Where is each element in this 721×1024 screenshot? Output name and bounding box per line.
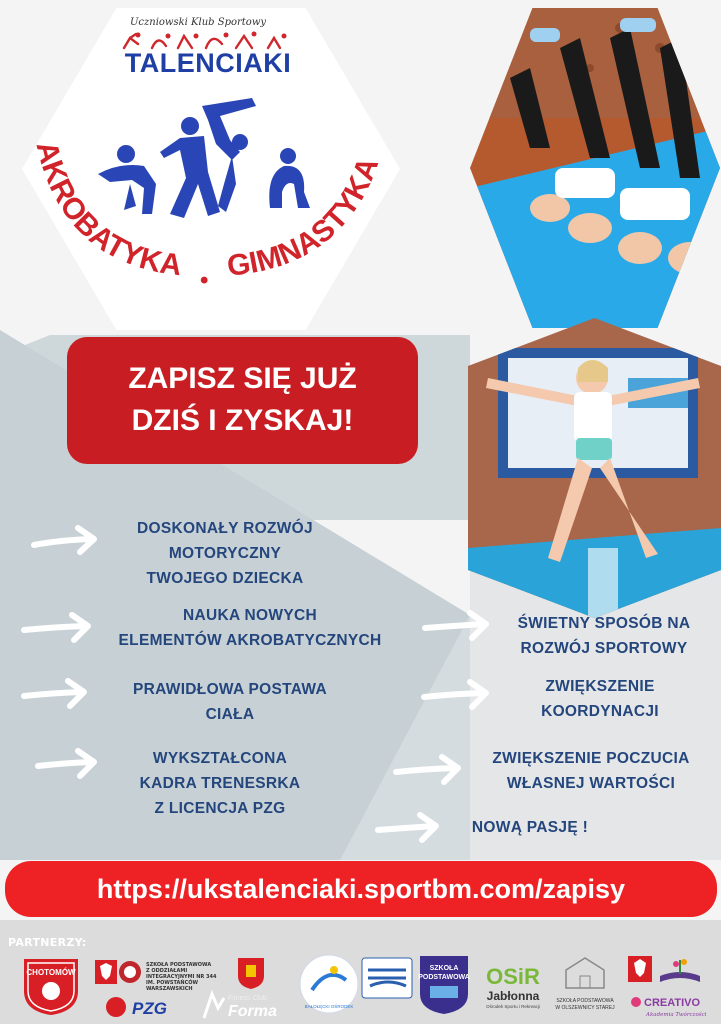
balo-text: BAŁOŁĘCKI OŚRODEK [304,1004,354,1009]
olszewnica-line-2: W OLSZEWNICY STAREJ [555,1005,615,1011]
olszewnica-school-logo [552,950,618,1018]
creativo-sub-text: Akademia Twórczości [646,1012,707,1018]
arrow-icon [24,615,88,640]
benefit-left-4 [110,746,330,821]
city-coat-of-arms-icon [236,956,266,990]
osir-jablonna-logo [480,958,546,1018]
benefit-line: TWOJEGO DZIECKA [146,570,304,587]
pzg-logo [104,994,186,1020]
arc-left-text: AKROBATYKA [29,137,184,283]
benefit-line: ROZWÓJ SPORTOWY [520,640,688,657]
benefit-left-1 [110,516,340,591]
arrow-icon [425,613,486,638]
arrow-icon [34,528,94,552]
jablonna-school-badge [418,954,470,1016]
arrow-icon [424,682,486,707]
benefit-line: WYKSZTAŁCONA [152,750,288,767]
benefit-line: PRAWIDŁOWA POSTAWA [133,681,327,698]
benefit-line: DOSKONAŁY ROZWÓJ [137,520,313,537]
badge-line-2: PODSTAWOWA [418,974,470,981]
headline-line-1: ZAPISZ SIĘ JUŻ [128,362,357,395]
benefit-line: KOORDYNACJI [541,703,659,720]
jablonna-text: Jabłonna [486,989,540,1003]
poland-eagle-icon [628,956,652,982]
chotomow-text: CHOTOMÓW [26,968,76,977]
school-line: Z ODDZIAŁAMI INTEGRACYJNYMI NR 344 [146,968,217,980]
chotomow-school-logo [20,955,82,1017]
benefit-line: ZWIĘKSZENIE [545,678,655,695]
pzg-text: PZG [132,999,167,1018]
arc-dot: • [200,267,209,294]
osir-text: OSiR [486,964,540,989]
arrow-icon [396,757,458,782]
benefit-line: MOTORYCZNY [168,545,282,562]
benefit-left-3 [110,677,350,727]
swim-school-logo [360,956,414,1012]
club-subtitle: Uczniowski Klub Sportowy [129,17,267,28]
forma-small-text: Fitness Club [228,995,267,1002]
arc-right-text: GIMNASTYKA [225,152,386,283]
benefit-line: ELEMENTÓW AKROBATYCZNYCH [118,632,382,649]
benefit-line: ZWIĘKSZENIE POCZUCIA [492,750,690,767]
benefit-line: Z LICENCJA PZG [154,800,286,817]
school-emblem-icon [118,960,142,984]
partners-label: PARTNERZY: [8,936,87,949]
school-line: SZKOŁA PODSTAWOWA [146,962,212,968]
benefit-line: CIAŁA [205,706,255,723]
creativo-text: CREATIVO [644,997,701,1009]
benefit-line: NAUKA NOWYCH [183,607,317,624]
arrow-icon [24,681,84,706]
arrow-icon [38,751,94,776]
club-name: TALENCIAKI [124,48,292,78]
headline-line-2: DZIŚ I ZYSKAJ! [131,404,354,437]
benefit-right-1 [496,611,712,661]
benefit-right-2 [500,674,700,724]
olszewnica-line-1: SZKOŁA PODSTAWOWA [556,998,614,1004]
arrow-icon [378,815,436,840]
benefit-right-4 [450,815,610,840]
badge-line-1: SZKOŁA [429,965,459,972]
balolecki-center-logo [298,950,360,1018]
benefit-line: NOWĄ PASJĘ ! [471,819,589,836]
school-344-text [146,962,226,992]
book-plant-icon [656,956,704,986]
jablonna-sub-text: Ośrodek Sportu i Rekreacji [486,1004,540,1009]
benefit-left-2 [100,603,400,653]
signup-url-link[interactable]: https://ukstalenciaki.sportbm.com/zapisy [5,861,717,917]
benefit-line: ŚWIETNY SPOSÓB NA [517,615,691,632]
benefit-line: KADRA TRENESRKA [139,775,301,792]
school-line: IM. POWSTAŃCÓW WARSZAWSKICH [146,980,199,992]
forma-text: Forma [228,1003,277,1020]
forma-club-logo [198,990,282,1020]
benefit-right-3 [466,746,716,796]
creativo-logo [628,990,718,1020]
poland-eagle-icon [95,960,117,984]
benefit-line: WŁASNEJ WARTOŚCI [506,775,676,792]
